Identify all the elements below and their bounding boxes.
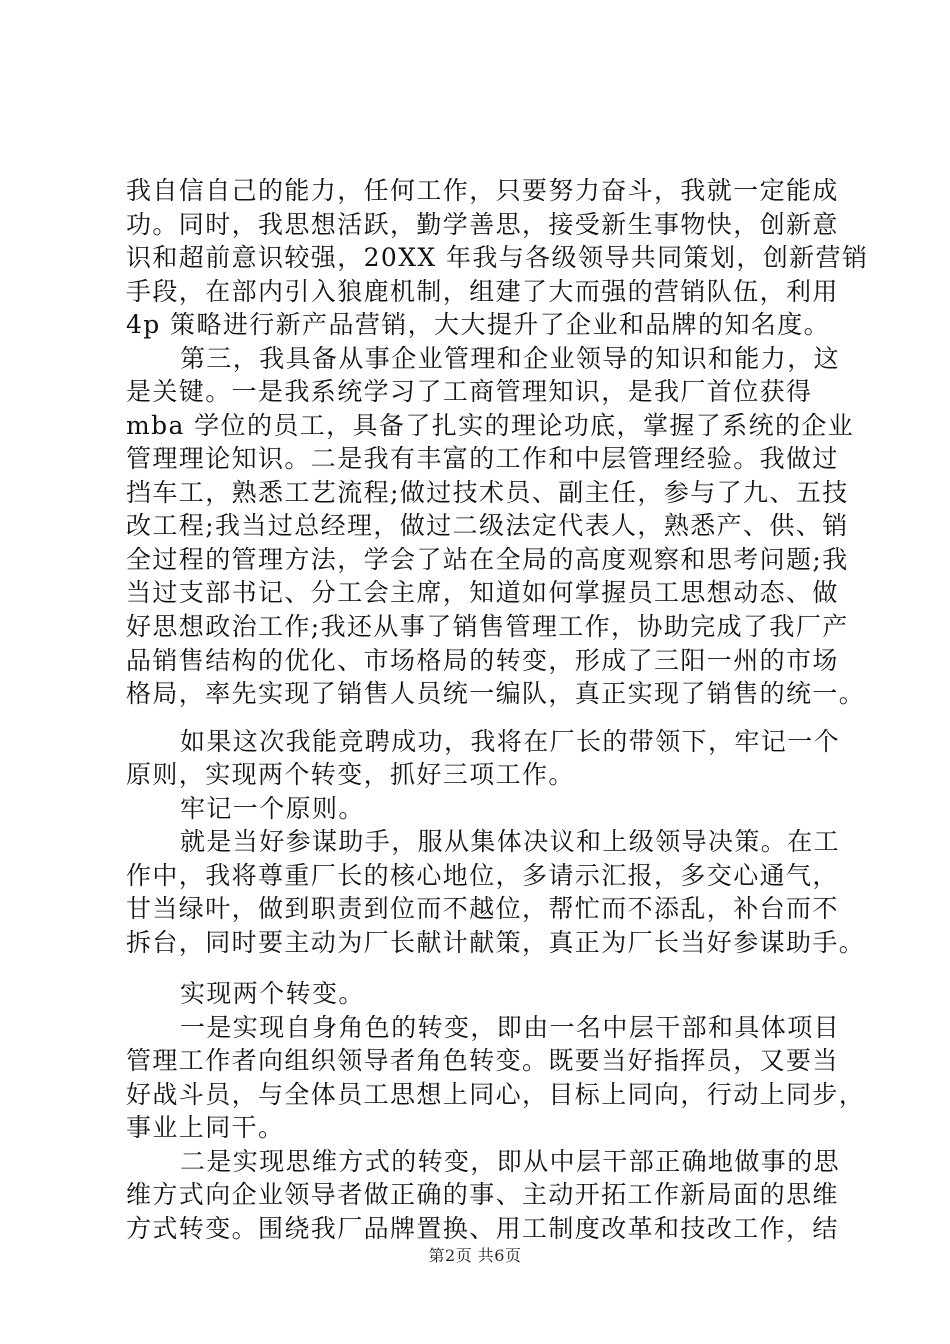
- body-text-line: 功。同时，我思想活跃，勤学善思，接受新生事物快，创新意: [126, 210, 839, 239]
- body-text-line: 维方式向企业领导者做正确的事、主动开拓工作新局面的思维: [126, 1180, 839, 1209]
- paragraph-start-line: 一是实现自身角色的转变，即由一名中层干部和具体项目: [180, 1013, 841, 1042]
- body-text-line: 事业上同干。: [126, 1113, 285, 1142]
- body-text-line: 原则，实现两个转变，抓好三项工作。: [126, 760, 575, 789]
- body-text-line: 甘当绿叶，做到职责到位而不越位，帮忙而不添乱，补台而不: [126, 894, 839, 923]
- body-text-line: 品销售结构的优化、市场格局的转变，形成了三阳一州的市场: [126, 646, 839, 675]
- section-heading-line: 实现两个转变。: [180, 979, 365, 1008]
- paragraph-start-line: 第三，我具备从事企业管理和企业领导的知识和能力，这: [180, 344, 841, 373]
- body-text-line: 4p 策略进行新产品营销，大大提升了企业和品牌的知名度。: [126, 310, 831, 339]
- body-text-line: 管理工作者向组织领导者角色转变。既要当好指挥员，又要当: [126, 1046, 839, 1075]
- paragraph-start-line: 就是当好参谋助手，服从集体决议和上级领导决策。在工: [180, 827, 841, 856]
- body-text-line: 好战斗员，与全体员工思想上同心，目标上同向，行动上同步，: [126, 1080, 866, 1109]
- body-text-line: 挡车工，熟悉工艺流程;做过技术员、副主任，参与了九、五技: [126, 478, 849, 507]
- body-text-line: 管理理论知识。二是我有丰富的工作和中层管理经验。我做过: [126, 444, 839, 473]
- section-heading-line: 牢记一个原则。: [180, 794, 365, 823]
- body-text-line: 手段，在部内引入狼鹿机制，组建了大而强的营销队伍，利用: [126, 277, 839, 306]
- body-text-line: 方式转变。围绕我厂品牌置换、用工制度改革和技改工作，结: [126, 1214, 839, 1243]
- body-text-line: 是关键。一是我系统学习了工商管理知识，是我厂首位获得: [126, 377, 813, 406]
- body-text-line: 格局，率先实现了销售人员统一编队，真正实现了销售的统一。: [126, 679, 866, 708]
- body-text-line: mba 学位的员工，具备了扎实的理论功底，掌握了系统的企业: [126, 411, 855, 440]
- page-number-footer: 第2页 共6页: [428, 1246, 522, 1265]
- body-text-line: 全过程的管理方法，学会了站在全局的高度观察和思考问题;我: [126, 545, 849, 574]
- body-text-line: 改工程;我当过总经理，做过二级法定代表人，熟悉产、供、销: [126, 511, 849, 540]
- body-text-line: 当过支部书记、分工会主席，知道如何掌握员工思想动态、做: [126, 578, 839, 607]
- paragraph-start-line: 二是实现思维方式的转变，即从中层干部正确地做事的思: [180, 1147, 841, 1176]
- body-text-line: 拆台，同时要主动为厂长献计献策，真正为厂长当好参谋助手。: [126, 928, 866, 957]
- body-text-line: 作中，我将尊重厂长的核心地位，多请示汇报，多交心通气，: [126, 861, 839, 890]
- paragraph-start-line: 如果这次我能竞聘成功，我将在厂长的带领下，牢记一个: [180, 727, 841, 756]
- body-text-line: 我自信自己的能力，任何工作，只要努力奋斗，我就一定能成: [126, 176, 839, 205]
- body-text-line: 识和超前意识较强，20XX 年我与各级领导共同策划，创新营销: [126, 243, 869, 272]
- body-text-line: 好思想政治工作;我还从事了销售管理工作，协助完成了我厂产: [126, 612, 849, 641]
